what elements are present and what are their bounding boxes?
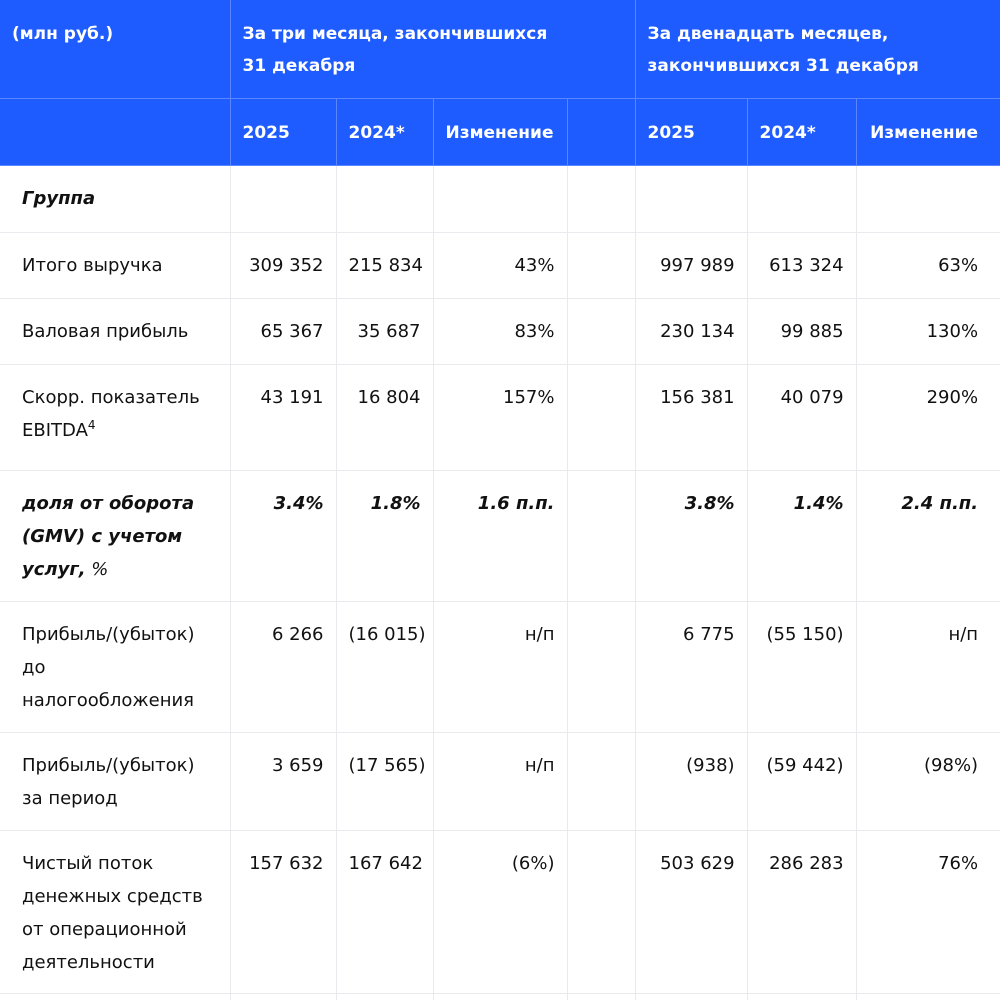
cell-y-2024: (55 150) (747, 602, 856, 733)
empty-cell (230, 994, 336, 1000)
cell-y-2024: 1.4% (747, 471, 856, 602)
cell-q-2024: 35 687 (336, 299, 433, 365)
cell-y-change: 76% (856, 831, 1000, 994)
cell-y-2025: 997 989 (635, 233, 747, 299)
cell-q-2025: 3 659 (230, 733, 336, 831)
empty-cell (856, 994, 1000, 1000)
cell-q-2025: 65 367 (230, 299, 336, 365)
blank-header (0, 99, 230, 166)
cell-y-2024: 286 283 (747, 831, 856, 994)
units-header: (млн руб.) (0, 0, 230, 99)
q-change-header: Изменение (433, 99, 567, 166)
cell-y-change: 290% (856, 365, 1000, 471)
cell-q-2025: 43 191 (230, 365, 336, 471)
empty-cell (433, 994, 567, 1000)
empty-cell (230, 166, 336, 233)
table-row (0, 166, 1000, 233)
cell-q-2024: (16 015) (336, 602, 433, 733)
cell-y-2025: 230 134 (635, 299, 747, 365)
row-label: Чистый поток денежных средств от операционной деятельности (0, 831, 230, 994)
cell-y-2025: 6 775 (635, 602, 747, 733)
table-header (0, 0, 1000, 166)
empty-cell (635, 166, 747, 233)
gap-cell (567, 994, 635, 1000)
cell-y-change: 2.4 п.п. (856, 471, 1000, 602)
row-label: Итого выручка (0, 233, 230, 299)
gap-cell (567, 166, 635, 233)
cell-q-2024: 16 804 (336, 365, 433, 471)
row-label: Валовая прибыль (0, 299, 230, 365)
cell-q-change: 43% (433, 233, 567, 299)
cell-q-change: 1.6 п.п. (433, 471, 567, 602)
y-2025-header: 2025 (635, 99, 747, 166)
gap-cell (567, 602, 635, 733)
q-2025-header: 2025 (230, 99, 336, 166)
row-label: Прибыль/(убыток) до налогообложения (0, 602, 230, 733)
cell-q-2024: 215 834 (336, 233, 433, 299)
cell-q-change: (6%) (433, 831, 567, 994)
y-change-header: Изменение (856, 99, 1000, 166)
y-2024-header: 2024* (747, 99, 856, 166)
period-year-header: За двенадцать месяцев, закончившихся 31 декабря (635, 0, 1000, 99)
empty-cell (856, 166, 1000, 233)
footnote-marker: 4 (87, 418, 96, 432)
cell-q-change: н/п (433, 733, 567, 831)
gap-header (567, 99, 635, 166)
cell-q-2025: 3.4% (230, 471, 336, 602)
cell-y-2025: 3.8% (635, 471, 747, 602)
gap-cell (567, 471, 635, 602)
table-row (0, 733, 1000, 831)
row-label: Скорр. показатель EBITDA (22, 387, 200, 441)
cell-y-2024: 99 885 (747, 299, 856, 365)
cell-q-change: 83% (433, 299, 567, 365)
gap-cell (567, 733, 635, 831)
table-row (0, 233, 1000, 299)
cell-q-2024: (17 565) (336, 733, 433, 831)
empty-cell (747, 994, 856, 1000)
row-label-suffix: % (85, 559, 109, 580)
empty-cell (0, 994, 230, 1000)
cell-y-2025: (938) (635, 733, 747, 831)
empty-cell (336, 166, 433, 233)
cell-y-2024: 613 324 (747, 233, 856, 299)
cell-q-2025: 309 352 (230, 233, 336, 299)
row-label-cell (0, 365, 230, 471)
empty-cell (635, 994, 747, 1000)
cell-q-2024: 167 642 (336, 831, 433, 994)
table-row (0, 365, 1000, 471)
row-label-cell (0, 471, 230, 602)
cell-q-2024: 1.8% (336, 471, 433, 602)
cell-y-2024: (59 442) (747, 733, 856, 831)
empty-cell (433, 166, 567, 233)
group-label: Группа (0, 166, 230, 233)
cell-y-2025: 156 381 (635, 365, 747, 471)
empty-cell (747, 166, 856, 233)
cell-q-change: 157% (433, 365, 567, 471)
gap-cell (567, 831, 635, 994)
table-row (0, 831, 1000, 994)
row-label: Прибыль/(убыток) за период (0, 733, 230, 831)
cell-y-2025: 503 629 (635, 831, 747, 994)
table-row (0, 994, 1000, 1000)
q-2024-header: 2024* (336, 99, 433, 166)
period-quarter-header: За три месяца, закончившихся 31 декабря (230, 0, 635, 99)
gap-cell (567, 233, 635, 299)
cell-y-2024: 40 079 (747, 365, 856, 471)
empty-cell (336, 994, 433, 1000)
table-row (0, 471, 1000, 602)
gap-cell (567, 365, 635, 471)
cell-y-change: 130% (856, 299, 1000, 365)
table-row (0, 602, 1000, 733)
cell-y-change: 63% (856, 233, 1000, 299)
cell-q-change: н/п (433, 602, 567, 733)
row-label: доля от оборота (GMV) с учетом услуг, (22, 493, 195, 580)
cell-q-2025: 157 632 (230, 831, 336, 994)
cell-y-change: (98%) (856, 733, 1000, 831)
cell-q-2025: 6 266 (230, 602, 336, 733)
gap-cell (567, 299, 635, 365)
cell-y-change: н/п (856, 602, 1000, 733)
table-row (0, 299, 1000, 365)
